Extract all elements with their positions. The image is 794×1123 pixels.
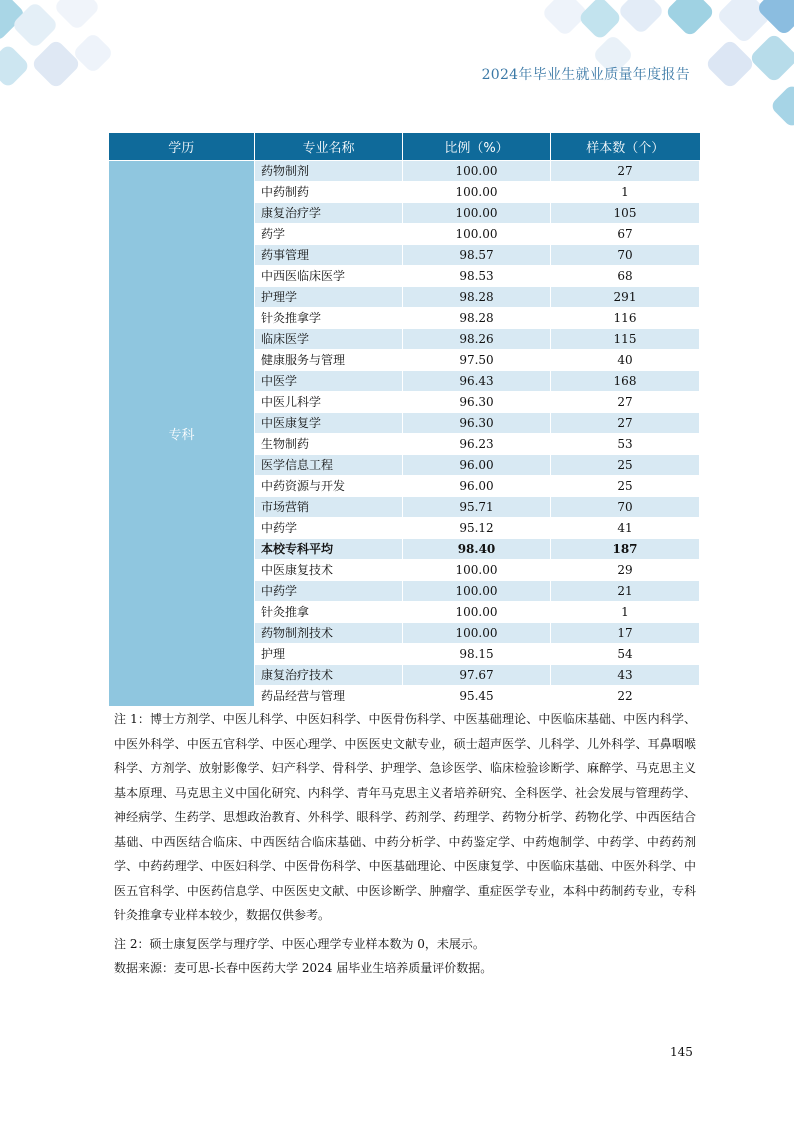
major-cell: 中药制药 (255, 181, 403, 202)
count-cell: 53 (551, 433, 700, 454)
major-cell: 药物制剂 (255, 160, 403, 181)
table-header-row (109, 133, 700, 160)
count-cell: 70 (551, 496, 700, 517)
count-cell: 25 (551, 454, 700, 475)
major-cell: 药物制剂技术 (255, 622, 403, 643)
count-cell: 27 (551, 160, 700, 181)
ratio-cell: 95.71 (403, 496, 551, 517)
degree-cell: 专科 (109, 160, 255, 706)
ratio-cell: 98.28 (403, 307, 551, 328)
ratio-cell: 98.15 (403, 643, 551, 664)
ratio-cell: 95.45 (403, 685, 551, 706)
ratio-cell: 96.23 (403, 433, 551, 454)
major-cell: 针灸推拿学 (255, 307, 403, 328)
header-major: 专业名称 (255, 133, 403, 160)
major-cell: 护理 (255, 643, 403, 664)
count-cell: 187 (551, 538, 700, 559)
page-number: 145 (670, 1045, 693, 1059)
major-cell: 针灸推拿 (255, 601, 403, 622)
ratio-cell: 100.00 (403, 160, 551, 181)
major-cell: 医学信息工程 (255, 454, 403, 475)
major-cell: 中药学 (255, 580, 403, 601)
count-cell: 25 (551, 475, 700, 496)
major-cell: 生物制药 (255, 433, 403, 454)
ratio-cell: 98.28 (403, 286, 551, 307)
count-cell: 22 (551, 685, 700, 706)
major-cell: 药事管理 (255, 244, 403, 265)
major-cell: 中药资源与开发 (255, 475, 403, 496)
major-cell: 临床医学 (255, 328, 403, 349)
major-cell: 中西医临床医学 (255, 265, 403, 286)
count-cell: 68 (551, 265, 700, 286)
major-cell: 中医康复技术 (255, 559, 403, 580)
count-cell: 116 (551, 307, 700, 328)
count-cell: 21 (551, 580, 700, 601)
count-cell: 1 (551, 181, 700, 202)
header-count: 样本数（个） (551, 133, 700, 160)
table-notes (114, 707, 696, 981)
count-cell: 54 (551, 643, 700, 664)
count-cell: 67 (551, 223, 700, 244)
note-1: 注 1：博士方剂学、中医儿科学、中医妇科学、中医骨伤科学、中医基础理论、中医临床基础、中医内科学、中医外科学、中医五官科学、中医心理学、中医医史文献专业，硕士超声医学、儿科学、儿外科学、耳鼻咽喉科学、方剂学、放射影像学、妇产科学、骨科学、护理学、急诊医学、临床检验诊断学、麻醉学、马克思主义基本原理、马克思主义中国化研究、内科学、青年马克思主义者培养研究、全科医学、社会发展与管理药学、神经病学、生药学、思想政治教育、外科学、眼科学、药剂学、药理学、药物分析学、药物化学、中西医结合基础、中西医结合临床、中西医结合临床基础、中药分析学、中药鉴定学、中药炮制学、中药学、中药药剂学、中药药理学、中医妇科学、中医骨伤科学、中医基础理论、中医康复学、中医临床基础、中医外科学、中医五官科学、中医药信息学、中医医史文献、中医诊断学、肿瘤学、重症医学专业，本科中药制药专业，专科针灸推拿专业样本较少，数据仅供参考。 (114, 712, 696, 922)
count-cell: 168 (551, 370, 700, 391)
major-cell: 健康服务与管理 (255, 349, 403, 370)
major-cell: 康复治疗技术 (255, 664, 403, 685)
count-cell: 105 (551, 202, 700, 223)
count-cell: 40 (551, 349, 700, 370)
count-cell: 27 (551, 412, 700, 433)
ratio-cell: 96.00 (403, 454, 551, 475)
major-cell: 药学 (255, 223, 403, 244)
table-row (109, 160, 700, 181)
ratio-cell: 96.43 (403, 370, 551, 391)
count-cell: 27 (551, 391, 700, 412)
ratio-cell: 100.00 (403, 223, 551, 244)
major-cell: 本校专科平均 (255, 538, 403, 559)
major-cell: 中药学 (255, 517, 403, 538)
ratio-cell: 97.67 (403, 664, 551, 685)
major-cell: 中医学 (255, 370, 403, 391)
report-header-title: 2024年毕业生就业质量年度报告 (481, 67, 690, 83)
count-cell: 29 (551, 559, 700, 580)
ratio-cell: 100.00 (403, 181, 551, 202)
data-source: 数据来源：麦可思-长春中医药大学 2024 届毕业生培养质量评价数据。 (114, 961, 493, 975)
ratio-cell: 100.00 (403, 580, 551, 601)
major-cell: 中医儿科学 (255, 391, 403, 412)
header-degree: 学历 (109, 133, 255, 160)
major-cell: 护理学 (255, 286, 403, 307)
ratio-cell: 98.53 (403, 265, 551, 286)
ratio-cell: 96.30 (403, 391, 551, 412)
ratio-cell: 100.00 (403, 622, 551, 643)
major-cell: 药品经营与管理 (255, 685, 403, 706)
ratio-cell: 96.30 (403, 412, 551, 433)
count-cell: 17 (551, 622, 700, 643)
count-cell: 1 (551, 601, 700, 622)
ratio-cell: 98.40 (403, 538, 551, 559)
ratio-cell: 98.57 (403, 244, 551, 265)
header-ratio: 比例（%） (403, 133, 551, 160)
count-cell: 115 (551, 328, 700, 349)
count-cell: 70 (551, 244, 700, 265)
ratio-cell: 100.00 (403, 202, 551, 223)
employment-rate-table (108, 133, 700, 707)
major-cell: 市场营销 (255, 496, 403, 517)
ratio-cell: 96.00 (403, 475, 551, 496)
major-cell: 中医康复学 (255, 412, 403, 433)
major-cell: 康复治疗学 (255, 202, 403, 223)
count-cell: 291 (551, 286, 700, 307)
ratio-cell: 95.12 (403, 517, 551, 538)
ratio-cell: 100.00 (403, 559, 551, 580)
ratio-cell: 100.00 (403, 601, 551, 622)
ratio-cell: 98.26 (403, 328, 551, 349)
count-cell: 41 (551, 517, 700, 538)
ratio-cell: 97.50 (403, 349, 551, 370)
count-cell: 43 (551, 664, 700, 685)
note-2: 注 2：硕士康复医学与理疗学、中医心理学专业样本数为 0，未展示。 (114, 936, 485, 951)
